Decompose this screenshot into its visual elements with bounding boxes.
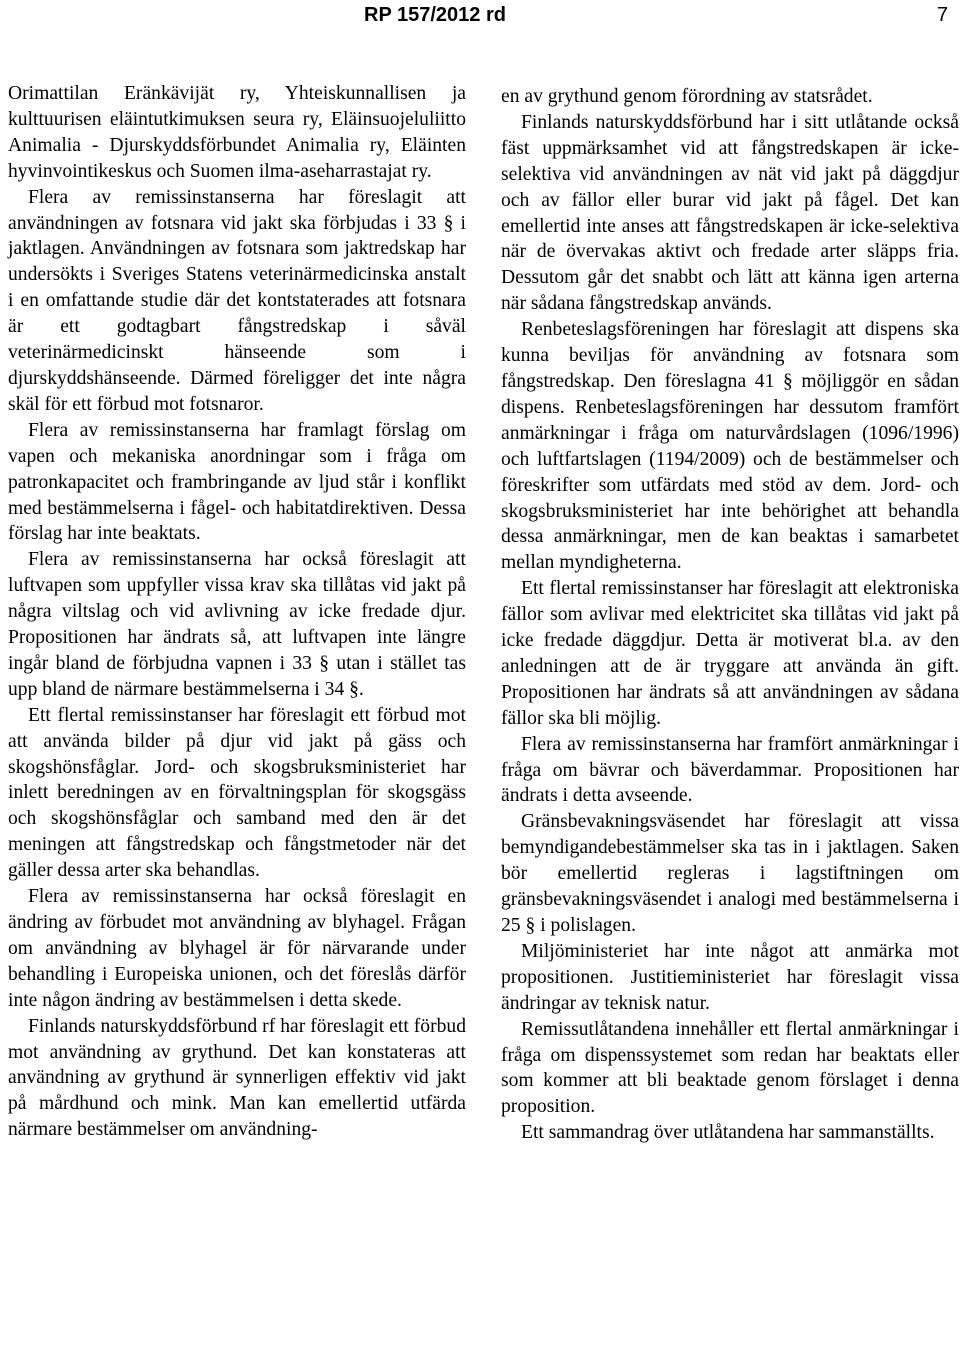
left-column	[8, 81, 466, 1143]
paragraph: Ett sammandrag över utlåtandena har sammanställts.	[521, 1122, 935, 1144]
document-id: RP 157/2012 rd	[364, 4, 506, 26]
paragraph: Gränsbevakningsväsendet har föreslagit att vissa bemyndigandebestämmelser ska tas in i jaktlagen. Saken bör emellertid regleras i lagstiftningen om gränsbevakningsväsendet i analogi med bestämmelserna i 25 § i polislagen.	[501, 811, 959, 936]
paragraph: Flera av remissinstanserna har också föreslagit en ändring av förbudet mot användning av blyhagel. Frågan om användning av blyhagel är för närvarande under behandling i Europeiska unionen, och det föreslås därför inte någon ändring av bestämmelsen i detta skede.	[8, 886, 466, 1011]
paragraph: Flera av remissinstanserna har också föreslagit att luftvapen som uppfyller vissa krav ska tillåtas vid jakt på några viltslag och vid avlivning av icke fredade djur. Propositionen har ändrats så, att luftvapen inte längre ingår bland de förbjudna vapnen i 33 § utan i stället tas upp bland de närmare bestämmelserna i 34 §.	[8, 549, 466, 700]
paragraph: Miljöministeriet har inte något att anmärka mot propositionen. Justitieministeriet har föreslagit vissa ändringar av teknisk natur.	[501, 940, 959, 1014]
paragraph: en av grythund genom förordning av statsrådet.	[501, 86, 873, 107]
paragraph: Flera av remissinstanserna har föreslagit att användningen av fotsnara vid jakt ska förbjudas i 33 § i jaktlagen. Användningen av fotsnara som jaktredskap har undersökts i Sveriges Statens veterinärmedicinska anstalt i en omfattande studie där det kontstaterades att fotsnara är ett godtagbart fångstredskap i såväl veterinärmedicinskt hänseende som i djurskyddshänseende. Därmed föreligger det inte några skäl för ett förbud mot fotsnaror.	[8, 186, 466, 415]
paragraph: Orimattilan Eränkävijät ry, Yhteiskunnallisen ja kulttuurisen eläintutkimuksen seura ry, Eläinsuojeluliitto Animalia - Djurskyddsförbundet Animalia ry, Eläinten hyvinvointikeskus och Suomen ilma-aseharrastajat ry.	[8, 83, 466, 182]
paragraph: Ett flertal remissinstanser har föreslagit att elektroniska fällor som avlivar med elektricitet ska tillåtas vid jakt på icke fredade däggdjur. Detta är motiverat bl.a. av den anledningen att de är tryggare att använda än gift. Propositionen har ändrats så att användningen av sådana fällor ska bli möjlig.	[501, 578, 959, 729]
paragraph: Renbeteslagsföreningen har föreslagit att dispens ska kunna beviljas för användning av fotsnara som fångstredskap. Den föreslagna 41 § möjliggör en sådan dispens. Renbeteslagsföreningen har dessutom framfört anmärkningar i fråga om naturvårdslagen (1096/1996) och luftfartslagen (1194/2009) och de bestämmelser och föreskrifter som utfärdats med stöd av dem. Jord- och skogsbruksministeriet har inte behörighet att behandla dessa anmärkningar, men de kan beaktas i samarbetet mellan myndigheterna.	[501, 319, 959, 574]
paragraph: Remissutlåtandena innehåller ett flertal anmärkningar i fråga om dispenssystemet som redan har beaktats eller som kommer att bli beaktade genom förslaget i denna proposition.	[501, 1018, 959, 1118]
page-header	[0, 0, 960, 32]
paragraph: Ett flertal remissinstanser har föreslagit ett förbud mot att använda bilder på djur vid jakt på gäss och skogshönsfåglar. Jord- och skogsbruksministeriet har inlett beredningen av en förvaltningsplan för skogsgäss och skogshönsfåglar och samband med den är det meningen att fångstredskap och fångstmetoder när det gäller dessa arter ska behandlas.	[8, 704, 466, 882]
right-column	[501, 84, 959, 1146]
paragraph: Finlands naturskyddsförbund har i sitt utlåtande också fäst uppmärksamhet vid att fångstredskapen är icke-selektiva vid användningen av nät vid jakt på däggdjur och av fällor eller burar vid jakt på fågel. Det kan emellertid inte anses att fångstredskapen är icke-selektiva när de övervakas aktivt och fredade arter släpps fria. Dessutom går det snabbt och lätt att känna igen arterna när sådana fångstredskap används.	[501, 111, 959, 315]
paragraph: Flera av remissinstanserna har framlagt förslag om vapen och mekaniska anordningar som i fråga om patronkapacitet och frambringande av ljud står i konflikt med bestämmelserna i fågel- och habitatdirektiven. Dessa förslag har inte beaktats.	[8, 419, 466, 545]
page-number: 7	[936, 4, 948, 26]
paragraph: Flera av remissinstanserna har framfört anmärkningar i fråga om bävrar och bäverdammar. Propositionen har ändrats i detta avseende.	[501, 733, 959, 807]
paragraph: Finlands naturskyddsförbund rf har föreslagit ett förbud mot användning av grythund. Det kan konstateras att användning av grythund är synnerligen effektiv vid jakt på mårdhund och mink. Man kan emellertid utfärda närmare bestämmelser om användning-	[8, 1015, 466, 1141]
